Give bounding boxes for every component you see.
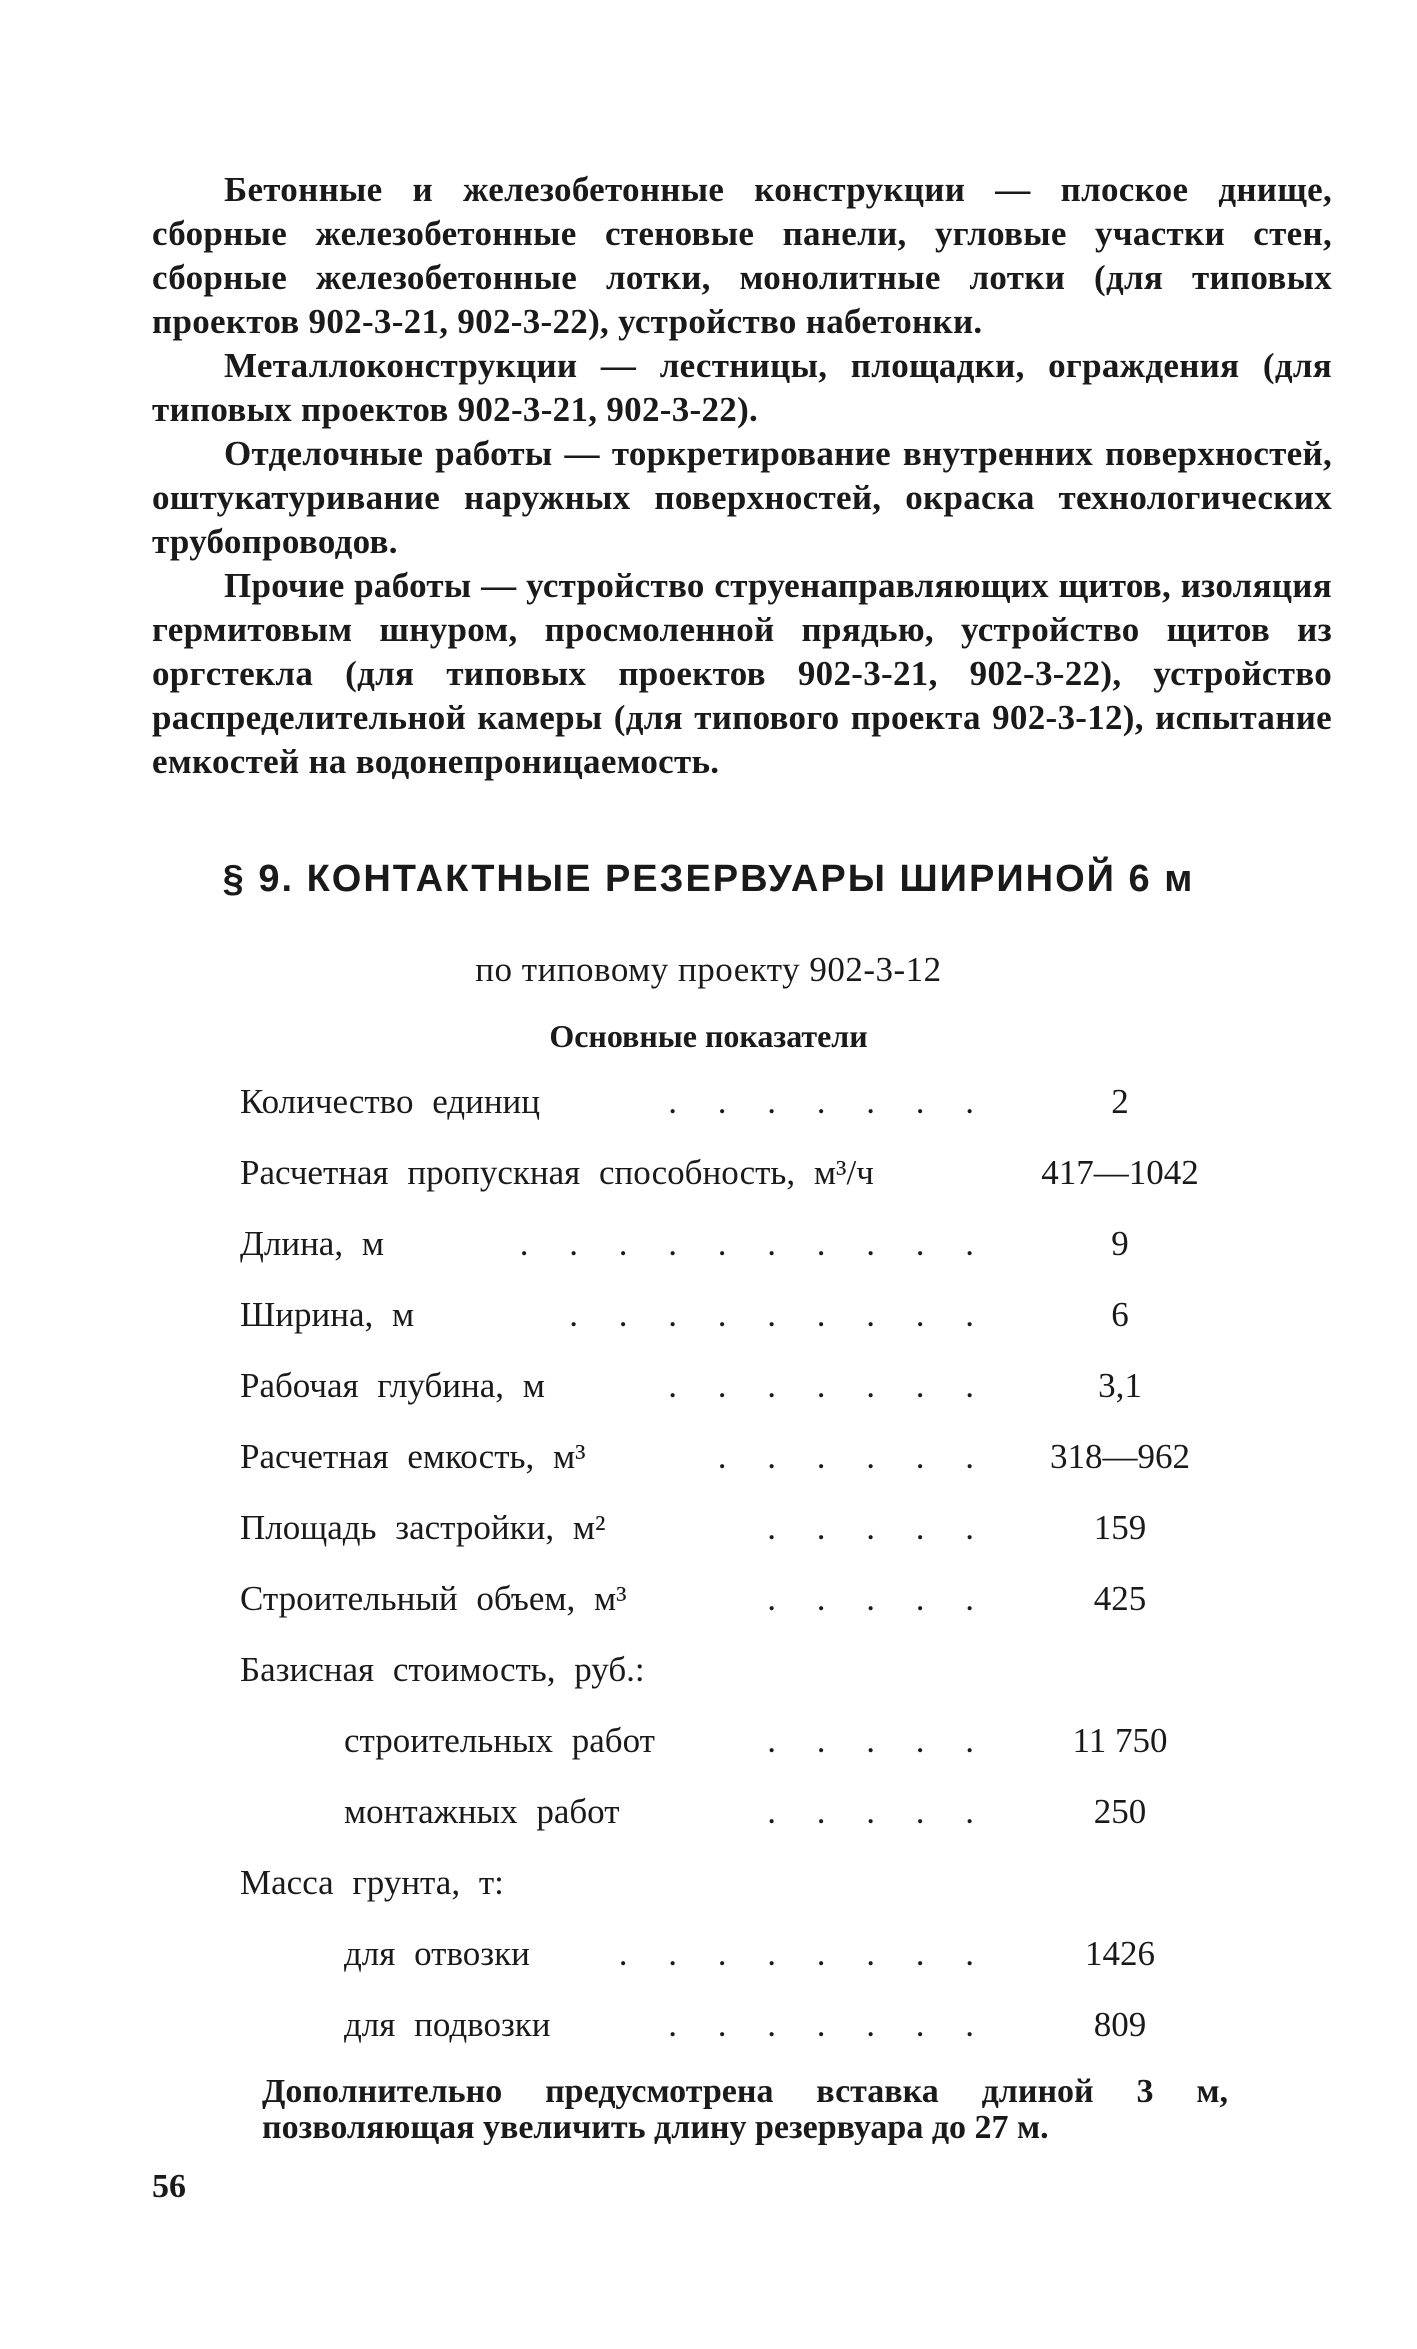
leader-dots: . . . . . . . <box>668 2005 990 2044</box>
indicator-label: Строительный объем, м³ <box>240 1579 627 1618</box>
indicator-value: 3,1 <box>1098 1366 1142 1405</box>
indicator-row <box>240 1492 1240 1563</box>
indicator-value: 159 <box>1093 1508 1147 1547</box>
indicator-label: Площадь застройки, м² <box>240 1508 606 1547</box>
indicator-row <box>240 1208 1240 1279</box>
indicator-value: 809 <box>1093 2005 1147 2044</box>
indicator-value: 11 750 <box>1072 1721 1168 1760</box>
leader-dots: . . . . . . <box>717 1437 990 1476</box>
indicator-label: Ширина, м <box>240 1295 415 1334</box>
indicator-value: 425 <box>1093 1579 1147 1618</box>
indicator-label: Количество единиц <box>240 1082 541 1121</box>
section-subheading: по типовому проекту 902-3-12 <box>475 950 942 989</box>
indicator-row <box>240 1350 1240 1421</box>
leader-dots: . . . . . <box>767 1508 990 1547</box>
indicator-value: 6 <box>1111 1295 1129 1334</box>
leader-dots: . . . . . <box>767 1579 990 1618</box>
indicator-label: монтажных работ <box>344 1792 620 1831</box>
indicator-row <box>240 1776 1240 1847</box>
indicator-group-label <box>240 1847 1240 1918</box>
indicator-value: 9 <box>1111 1224 1129 1263</box>
indicator-row <box>240 1137 1240 1208</box>
indicator-value: 2 <box>1111 1082 1129 1121</box>
indicators-title: Основные показатели <box>549 1018 868 1054</box>
indicator-value: 250 <box>1093 1792 1147 1831</box>
leader-dots: . . . . . . . . . <box>569 1295 990 1334</box>
indicator-row <box>240 1989 1240 2060</box>
additional-note: Дополнительно предусмотрена вставка длиной 3 м, позволяющая увеличить длину резервуара до 27 м. <box>262 2073 1228 2146</box>
indicator-label: Рабочая глубина, м <box>240 1366 545 1405</box>
indicator-value: 1426 <box>1085 1934 1155 1973</box>
paragraph-finishing: Отделочные работы — торкретирование внутренних поверхностей, оштукатуривание наружных поверхностей, окраска технологических трубопроводов. <box>152 434 1332 561</box>
indicator-label: Масса грунта, т: <box>240 1863 504 1902</box>
paragraph-metal: Металлоконструкции — лестницы, площадки, ограждения (для типовых проектов 902-3-21, 902-3-22). <box>152 346 1332 429</box>
page-number: 56 <box>152 2168 186 2205</box>
indicator-group-label <box>240 1634 1240 1705</box>
indicator-value: 417—1042 <box>1041 1153 1199 1192</box>
indicator-label: для отвозки <box>344 1934 530 1973</box>
indicator-row <box>240 1918 1240 1989</box>
indicator-row <box>240 1705 1240 1776</box>
leader-dots: . . . . . . . <box>668 1366 990 1405</box>
indicators-table <box>240 1066 1240 2060</box>
leader-dots: . . . . . . . <box>668 1082 990 1121</box>
leader-dots: . . . . . . . . . . <box>519 1224 990 1263</box>
indicator-row <box>240 1066 1240 1137</box>
paragraph-concrete: Бетонные и железобетонные конструкции — плоское днище, сборные железобетонные стеновые панели, угловые участки стен, сборные железобетонные лотки, монолитные лотки (для типовых проектов 902-3-21, 902-3-22), устройство набетонки. <box>152 170 1332 341</box>
leader-dots: . . . . . . . . <box>618 1934 990 1973</box>
leader-dots: . . . . . <box>767 1792 990 1831</box>
section-heading: § 9. КОНТАКТНЫЕ РЕЗЕРВУАРЫ ШИРИНОЙ 6 м <box>222 858 1195 900</box>
indicator-row <box>240 1279 1240 1350</box>
indicator-label: Базисная стоимость, руб.: <box>240 1650 645 1689</box>
indicator-label: Длина, м <box>240 1224 384 1263</box>
indicator-label: Расчетная емкость, м³ <box>240 1437 586 1476</box>
indicator-label: строительных работ <box>344 1721 655 1760</box>
intro-text <box>152 168 1332 784</box>
leader-dots: . . . . . <box>767 1721 990 1760</box>
indicator-row <box>240 1563 1240 1634</box>
indicator-label: Расчетная пропускная способность, м³/ч <box>240 1153 874 1192</box>
indicator-value: 318—962 <box>1050 1437 1190 1476</box>
indicator-row <box>240 1421 1240 1492</box>
indicator-label: для подвозки <box>344 2005 551 2044</box>
paragraph-other-works: Прочие работы — устройство струенаправляющих щитов, изоляция гермитовым шнуром, просмоленной прядью, устройство щитов из оргстекла (для типовых проектов 902-3-21, 902-3-22), устройство распределительной камеры (для типового проекта 902-3-12), испытание емкостей на водонепроницаемость. <box>152 566 1332 781</box>
